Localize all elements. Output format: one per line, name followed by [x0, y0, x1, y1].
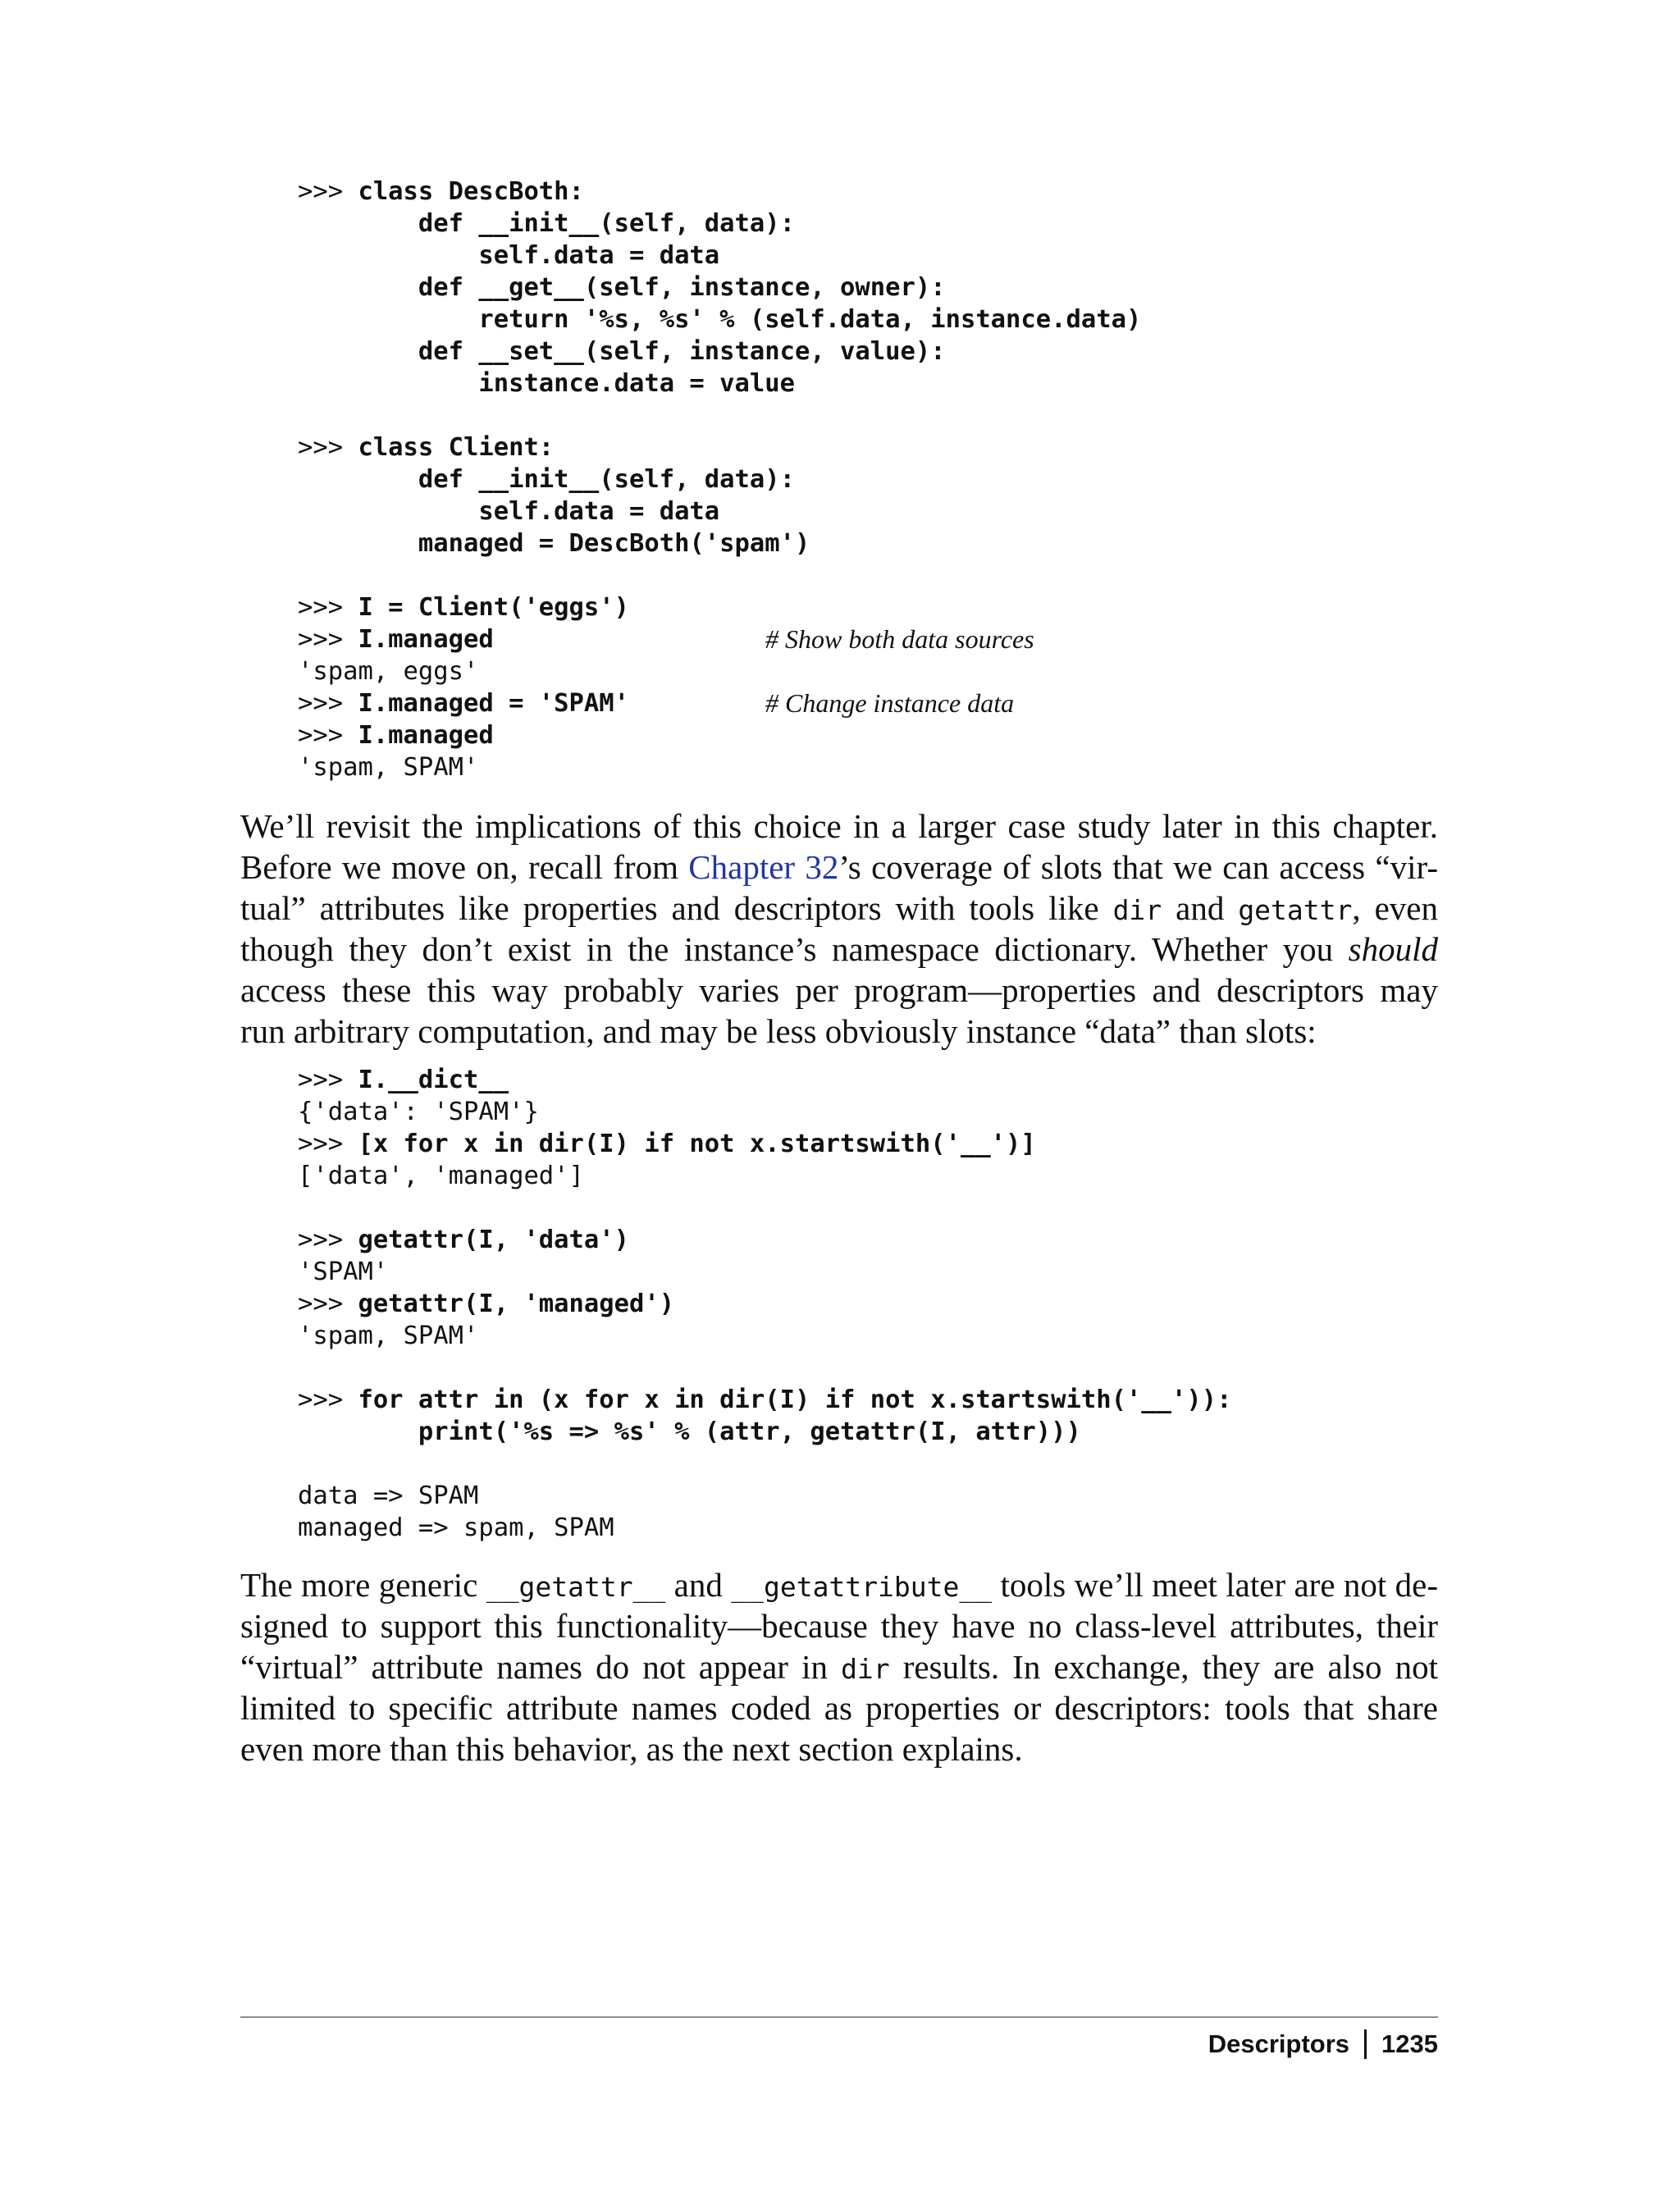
code-input: return '%s, %s' % (self.data, instance.data): [298, 305, 1142, 334]
footer-section-title: Descriptors: [1208, 2029, 1350, 2058]
code-input: print('%s => %s' % (attr, getattr(I, attr))): [298, 1418, 1081, 1446]
emphasis: should: [1348, 930, 1438, 968]
inline-code: getattr: [1238, 894, 1353, 926]
code-line: [298, 304, 1141, 336]
paragraph-line: limited to specific attribute names coded as properties or descriptors: tools that share: [240, 1689, 1438, 1727]
code-input: I = Client('eggs'): [358, 593, 629, 622]
code-line: [298, 687, 1141, 719]
code-comment: # Show both data sources: [765, 624, 1034, 654]
code-prompt: >>>: [298, 1226, 358, 1254]
code-input: getattr(I, 'managed'): [358, 1290, 675, 1318]
code-line: [298, 1512, 1231, 1544]
code-prompt: >>>: [298, 433, 358, 462]
chapter-32-link[interactable]: Chapter 32: [688, 848, 839, 886]
code-input: I.managed = 'SPAM': [358, 689, 629, 718]
code-line: [298, 1256, 1231, 1288]
code-prompt: >>>: [298, 1066, 358, 1094]
code-line: [298, 1064, 1231, 1096]
code-line: [298, 272, 1141, 304]
code-line: [298, 719, 1141, 751]
code-line: [298, 495, 1141, 527]
code-line: [298, 1192, 1231, 1224]
code-line: [298, 1288, 1231, 1320]
code-prompt: >>>: [298, 1386, 358, 1414]
code-output: {'data': 'SPAM'}: [298, 1098, 539, 1126]
code-line: [298, 1480, 1231, 1512]
code-input: I.managed: [358, 625, 494, 654]
code-input: def __get__(self, instance, owner):: [298, 273, 946, 302]
paragraph-line: signed to support this functionality—because they have no class-level attributes, their: [240, 1607, 1438, 1645]
code-prompt: >>>: [298, 593, 358, 622]
code-line: [298, 176, 1141, 208]
paragraph-line: We’ll revisit the implications of this choice in a larger case study later in this chapter.: [240, 807, 1438, 845]
code-line: [298, 527, 1141, 559]
code-input: class DescBoth:: [358, 177, 584, 206]
code-input: [x for x in dir(I) if not x.startswith('__')]: [358, 1130, 1036, 1158]
code-line: [298, 1128, 1231, 1160]
code-input: for attr in (x for x in dir(I) if not x.startswith('__')):: [358, 1386, 1232, 1414]
inline-code: __getattr__: [486, 1571, 666, 1603]
code-input: managed = DescBoth('spam'): [298, 529, 810, 558]
code-output: 'spam, SPAM': [298, 753, 479, 782]
code-input: class Client:: [358, 433, 555, 462]
code-prompt: >>>: [298, 689, 358, 718]
code-input: I.managed: [358, 721, 494, 750]
code-prompt: >>>: [298, 721, 358, 750]
footer-rule: [240, 2016, 1438, 2018]
code-input: I.__dict__: [358, 1066, 509, 1094]
code-line: [298, 751, 1141, 783]
code-line: [298, 431, 1141, 463]
code-input: self.data = data: [298, 497, 720, 526]
code-line: [298, 399, 1141, 431]
inline-code: dir: [1112, 894, 1162, 926]
code-block-getattr: [298, 1064, 1231, 1544]
code-output: managed => spam, SPAM: [298, 1513, 614, 1542]
code-line: [298, 336, 1141, 368]
code-prompt: >>>: [298, 625, 358, 654]
inline-code: dir: [841, 1653, 890, 1685]
page-footer: [1208, 2028, 1438, 2061]
paragraph-line: though they don’t exist in the instance’s namespace dictionary. Whether you should: [240, 930, 1438, 968]
paragraph-line: “virtual” attribute names do not appear in dir results. In exchange, they are also not: [240, 1648, 1438, 1686]
paragraph-line: Before we move on, recall from Chapter 32’s coverage of slots that we can access “vir-: [240, 848, 1438, 886]
code-line: [298, 1224, 1231, 1256]
code-output: 'spam, SPAM': [298, 1322, 479, 1350]
code-output: 'SPAM': [298, 1258, 389, 1286]
footer-divider: [1364, 2029, 1367, 2059]
code-input: def __init__(self, data):: [298, 209, 795, 238]
code-output: data => SPAM: [298, 1481, 479, 1510]
code-line: [298, 559, 1141, 591]
code-line: [298, 1352, 1231, 1384]
code-input: def __set__(self, instance, value):: [298, 337, 946, 366]
paragraph-line: tual” attributes like properties and descriptors with tools like dir and getattr, even: [240, 889, 1439, 927]
code-line: [298, 623, 1141, 655]
code-block-descboth: [298, 176, 1141, 783]
code-line: [298, 368, 1141, 399]
code-input: instance.data = value: [298, 369, 795, 398]
code-line: [298, 1416, 1231, 1448]
code-line: [298, 1320, 1231, 1352]
code-output: 'spam, eggs': [298, 657, 479, 686]
code-line: [298, 1384, 1231, 1416]
paragraph-line: The more generic __getattr__ and __getattribute__ tools we’ll meet later are not de-: [240, 1566, 1439, 1604]
code-line: [298, 240, 1141, 272]
code-line: [298, 208, 1141, 240]
code-input: self.data = data: [298, 241, 720, 270]
paragraph-line: access these this way probably varies per program—properties and descriptors may: [240, 971, 1438, 1009]
code-prompt: >>>: [298, 177, 358, 206]
paragraph-generic-tools: [240, 1564, 1438, 1769]
code-line: [298, 1096, 1231, 1128]
code-line: [298, 655, 1141, 687]
paragraph-slots-revisit: [240, 806, 1438, 1052]
code-line: [298, 463, 1141, 495]
paragraph-line: run arbitrary computation, and may be less obviously instance “data” than slots:: [240, 1012, 1317, 1050]
code-output: ['data', 'managed']: [298, 1162, 584, 1190]
inline-code: __getattribute__: [731, 1571, 993, 1603]
code-input: def __init__(self, data):: [298, 465, 795, 494]
code-prompt: >>>: [298, 1290, 358, 1318]
code-prompt: >>>: [298, 1130, 358, 1158]
code-input: getattr(I, 'data'): [358, 1226, 629, 1254]
code-comment: # Change instance data: [765, 688, 1015, 718]
paragraph-line: even more than this behavior, as the next section explains.: [240, 1730, 1023, 1768]
code-line: [298, 1160, 1231, 1192]
code-line: [298, 591, 1141, 623]
code-line: [298, 1448, 1231, 1480]
page-number: 1235: [1381, 2029, 1438, 2058]
